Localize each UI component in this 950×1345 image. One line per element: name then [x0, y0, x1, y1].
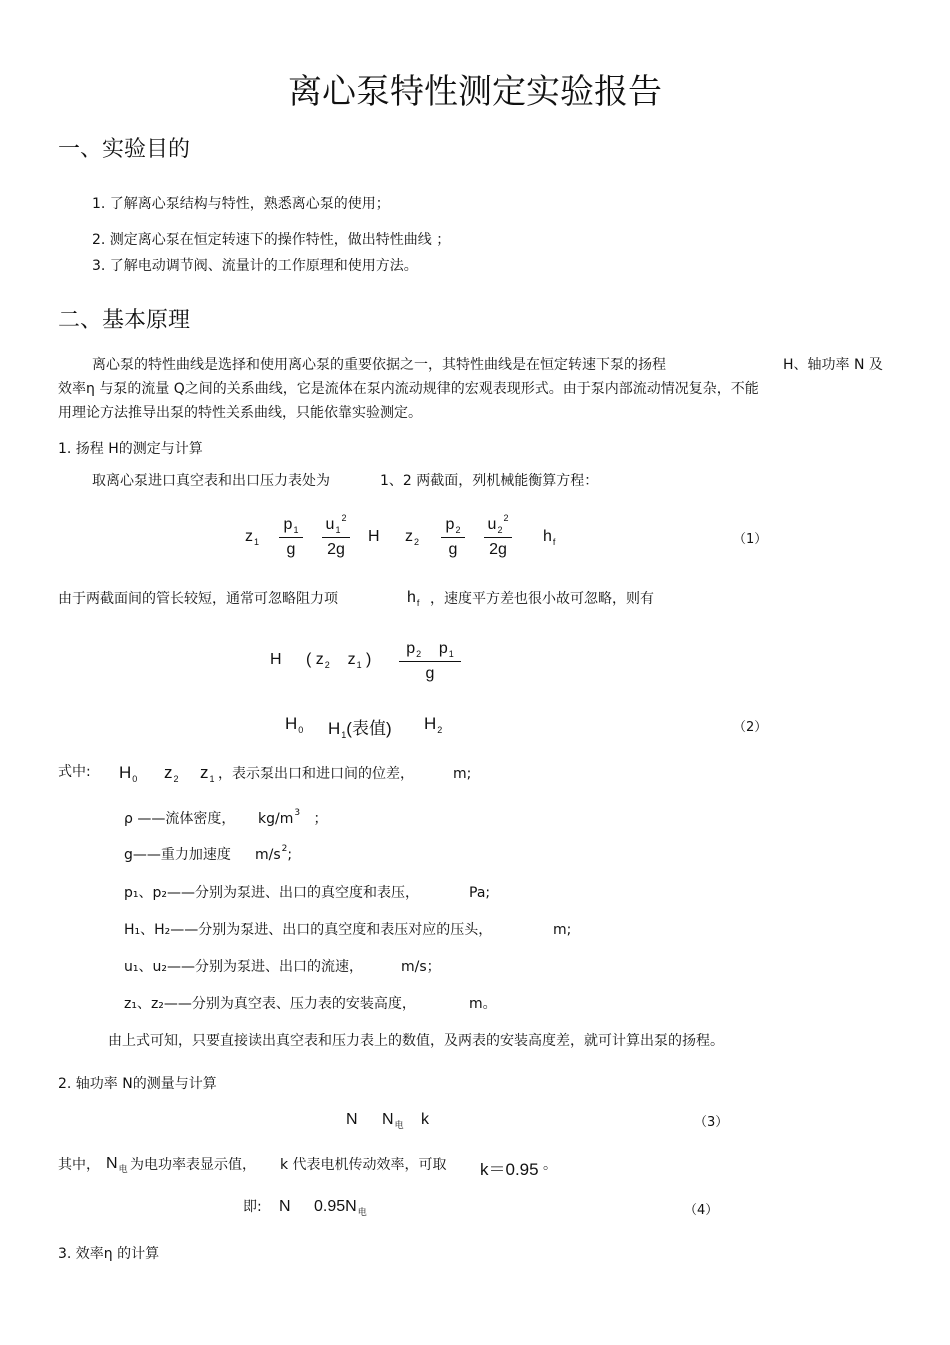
- power-text-end: 。: [543, 1157, 557, 1173]
- equation-4-number: （4）: [684, 1203, 719, 1218]
- objective-item-1: 1. 了解离心泵结构与特性，熟悉离心泵的使用；: [92, 196, 390, 212]
- subsection-power: 2. 轴功率 N的测量与计算: [58, 1076, 217, 1092]
- where-label: 式中:: [58, 764, 91, 780]
- where-u: u₁、u₂——分别为泵进、出口的流速，: [124, 959, 363, 975]
- where-p-unit: Pa;: [469, 885, 491, 901]
- power-text-c: k 代表电机传动效率，可取: [280, 1157, 447, 1173]
- where-g: g——重力加速度: [124, 847, 231, 863]
- subsection-head-1: 1. 扬程 H的测定与计算: [58, 441, 203, 457]
- where-p: p₁、p₂——分别为泵进、出口的真空度和表压，: [124, 885, 419, 901]
- where-u-unit: m/s；: [401, 959, 441, 975]
- where-rho-unit: kg/m: [258, 811, 294, 827]
- equation-2-gauge-note: (表值): [346, 719, 392, 738]
- section2-heading: 二、基本原理: [58, 308, 191, 333]
- equation-4-label: 即:: [243, 1199, 262, 1215]
- efficiency-k-value: k＝0.95: [480, 1160, 539, 1179]
- principle-line-3: 用理论方法推导出泵的特性关系曲线，只能依靠实验测定。: [58, 405, 422, 421]
- head-intro: 取离心泵进口真空表和出口压力表处为: [92, 473, 330, 489]
- equation-3-number: （3）: [694, 1115, 729, 1130]
- objective-item-3: 3. 了解电动调节阀、流量计的工作原理和使用方法。: [92, 258, 418, 274]
- head-intro-b: 1、2 两截面，列机械能衡算方程：: [380, 473, 599, 489]
- where-H: H₁、H₂——分别为泵进、出口的真空度和表压对应的压头，: [124, 922, 493, 938]
- principle-line-2: 效率η 与泵的流量 Q之间的关系曲线，它是流体在泵内流动规律的宏观表现形式。由于泵内部流动情况复杂，不能: [58, 381, 759, 397]
- principle-line-1-tail: H、轴功率 N 及: [783, 357, 883, 373]
- section1-heading: 一、实验目的: [58, 137, 191, 162]
- where-H-unit: m;: [553, 922, 572, 938]
- equation-2-number: （2）: [733, 720, 768, 735]
- where-g-unit: m/s: [255, 847, 281, 863]
- objective-item-2: 2. 测定离心泵在恒定转速下的操作特性，做出特性曲线 ；: [92, 232, 451, 248]
- where-first-desc: ，表示泵出口和进口间的位差，: [218, 766, 414, 782]
- after-eq1-text-b: ，速度平方差也很小故可忽略，则有: [430, 591, 654, 607]
- power-text-b: 为电功率表显示值，: [130, 1157, 256, 1173]
- subsection-efficiency: 3. 效率η 的计算: [58, 1246, 160, 1262]
- power-text-a: 其中，: [58, 1157, 100, 1173]
- page-title: 离心泵特性测定实验报告: [288, 72, 662, 112]
- head-conclusion: 由上式可知，只要直接读出真空表和压力表上的数值，及两表的安装高度差，就可计算出泵的扬程。: [108, 1033, 724, 1049]
- where-z: z₁、z₂——分别为真空表、压力表的安装高度，: [124, 996, 416, 1012]
- principle-line-1: 离心泵的特性曲线是选择和使用离心泵的重要依据之一，其特性曲线是在恒定转速下泵的扬程: [92, 357, 666, 373]
- where-z-unit: m。: [469, 996, 497, 1012]
- where-rho: ρ ——流体密度，: [124, 811, 236, 827]
- where-first-unit: m;: [453, 766, 472, 782]
- after-eq1-text: 由于两截面间的管长较短，通常可忽略阻力项: [58, 591, 338, 607]
- equation-1-number: （1）: [733, 532, 768, 547]
